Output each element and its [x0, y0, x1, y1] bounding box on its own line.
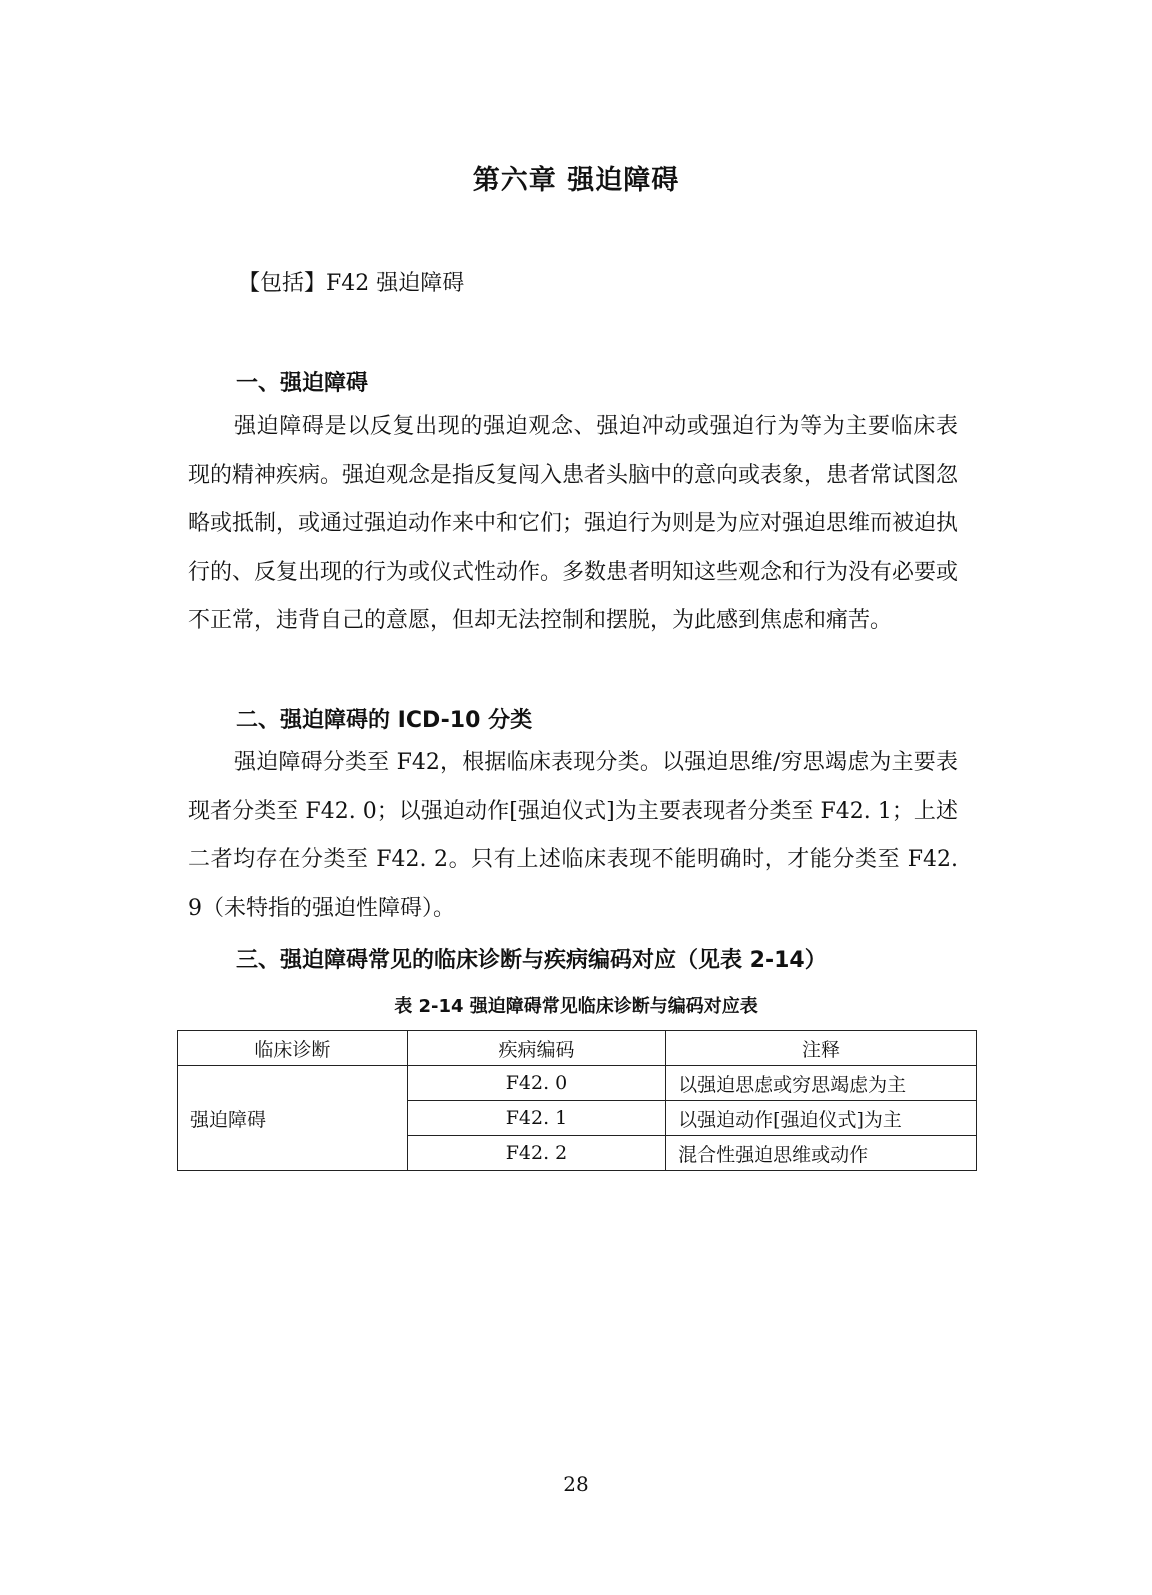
table-caption: 表 2-14 强迫障碍常见临床诊断与编码对应表 [394, 996, 758, 1017]
icd-mapping-table [177, 1030, 977, 1171]
section-heading-2: 二、强迫障碍的 ICD-10 分类 [236, 708, 533, 733]
table-header-row [178, 1031, 977, 1066]
include-line: 【包括】F42 强迫障碍 [238, 271, 465, 296]
diagnosis-cell: 强迫障碍 [178, 1066, 408, 1171]
section-heading-1: 一、强迫障碍 [236, 371, 369, 396]
page-number: 28 [563, 1472, 589, 1496]
header-code: 疾病编码 [407, 1031, 665, 1066]
note-cell: 混合性强迫思维或动作 [666, 1136, 977, 1171]
section-paragraph-2: 强迫障碍分类至 F42，根据临床表现分类。以强迫思维/穷思竭虑为主要表现者分类至 F42. 0；以强迫动作[强迫仪式]为主要表现者分类至 F42. 1；上述二者均存在分类至 F42. 2。只有上述临床表现不能明确时，才能分类至 F42. 9（未特指的强迫性障碍）。 [188, 750, 958, 921]
table-row [178, 1066, 977, 1101]
section-heading-3: 三、强迫障碍常见的临床诊断与疾病编码对应（见表 2-14） [236, 948, 827, 973]
header-diagnosis: 临床诊断 [178, 1031, 408, 1066]
header-note: 注释 [666, 1031, 977, 1066]
code-cell: F42. 2 [407, 1136, 665, 1171]
note-cell: 以强迫动作[强迫仪式]为主 [666, 1101, 977, 1136]
code-cell: F42. 1 [407, 1101, 665, 1136]
chapter-title: 第六章 强迫障碍 [472, 165, 680, 196]
section-paragraph-1: 强迫障碍是以反复出现的强迫观念、强迫冲动或强迫行为等为主要临床表现的精神疾病。强迫观念是指反复闯入患者头脑中的意向或表象，患者常试图忽略或抵制，或通过强迫动作来中和它们；强迫行为则是为应对强迫思维而被迫执行的、反复出现的行为或仪式性动作。多数患者明知这些观念和行为没有必要或不正常，违背自己的意愿，但却无法控制和摆脱，为此感到焦虑和痛苦。 [188, 414, 959, 633]
note-cell: 以强迫思虑或穷思竭虑为主 [666, 1066, 977, 1101]
code-cell: F42. 0 [407, 1066, 665, 1101]
